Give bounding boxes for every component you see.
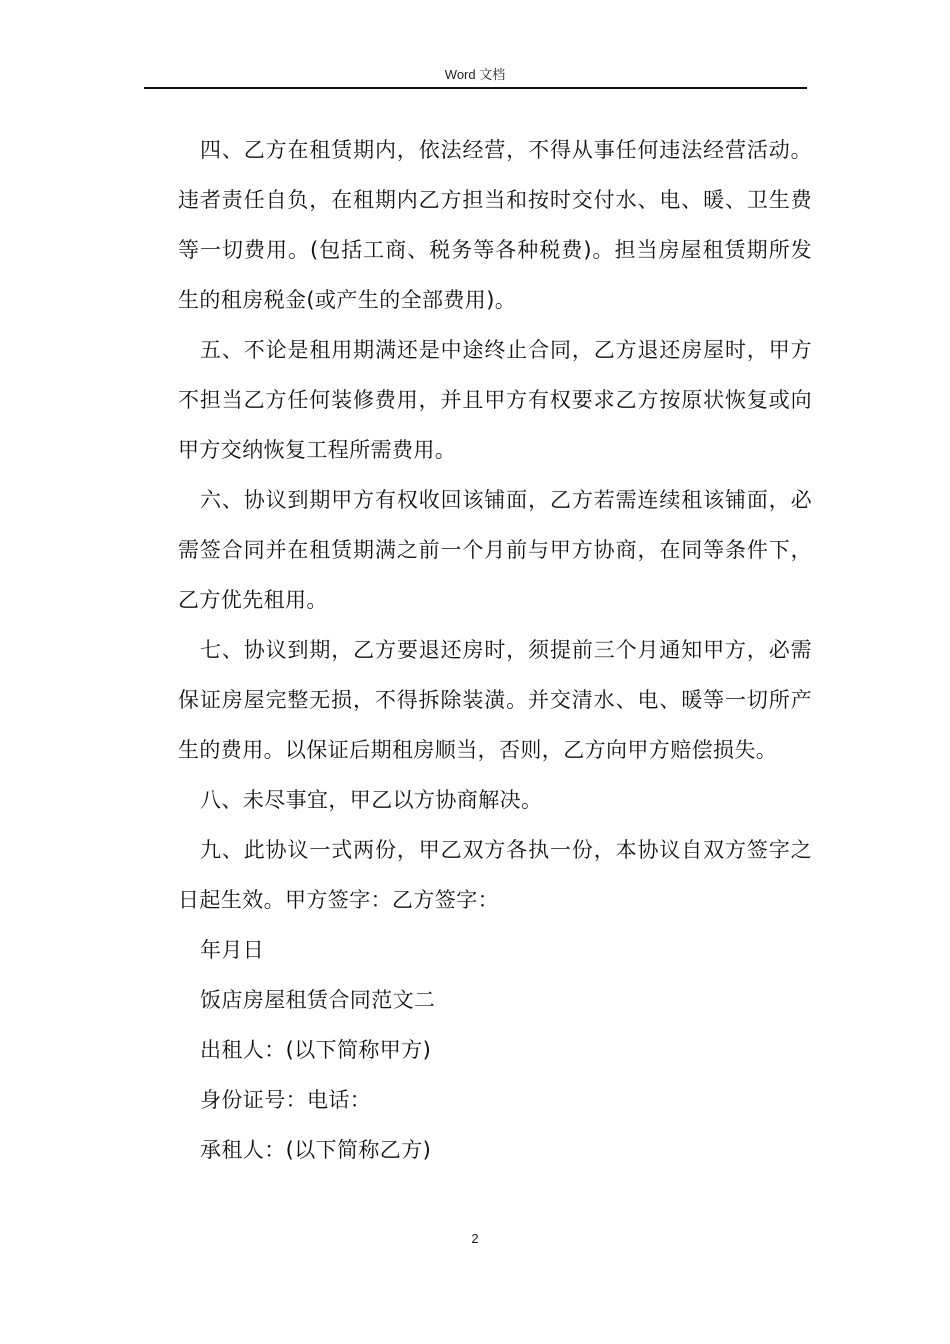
header-divider	[144, 87, 807, 89]
paragraph-clause-4: 四、乙方在租赁期内，依法经营，不得从事任何违法经营活动。违者责任自负，在租期内乙方担当和按时交付水、电、暖、卫生费等一切费用。(包括工商、税务等各种税费)。担当房屋租赁期所发生的租房税金(或产生的全部费用)。	[178, 138, 812, 312]
page-number-text: 2	[471, 1231, 479, 1246]
paragraph-clause-5: 五、不论是租用期满还是中途终止合同，乙方退还房屋时，甲方不担当乙方任何装修费用，并且甲方有权要求乙方按原状恢复或向甲方交纳恢复工程所需费用。	[178, 338, 812, 462]
document-body	[178, 125, 812, 1175]
paragraph-section-title: 饭店房屋租赁合同范文二	[200, 988, 436, 1012]
paragraph-lessee: 承租人：(以下简称乙方)	[200, 1138, 432, 1162]
paragraph-clause-7: 七、协议到期，乙方要退还房时，须提前三个月通知甲方，必需保证房屋完整无损，不得拆除装潢。并交清水、电、暖等一切所产生的费用。以保证后期租房顺当，否则，乙方向甲方赔偿损失。	[178, 638, 812, 762]
paragraph-date-line: 年月日	[200, 938, 265, 962]
paragraph-clause-6: 六、协议到期甲方有权收回该铺面，乙方若需连续租该铺面，必需签合同并在租赁期满之前一个月前与甲方协商，在同等条件下，乙方优先租用。	[178, 488, 812, 612]
paragraph-clause-9: 九、此协议一式两份，甲乙双方各执一份，本协议自双方签字之日起生效。甲方签字：乙方签字：	[178, 838, 812, 912]
page-header	[0, 66, 950, 84]
paragraph-clause-8: 八、未尽事宜，甲乙以方协商解决。	[200, 788, 543, 812]
header-title: Word 文档	[444, 67, 506, 82]
paragraph-lessor: 出租人：(以下简称甲方)	[200, 1038, 432, 1062]
paragraph-id-phone: 身份证号：电话：	[200, 1088, 372, 1112]
page-number	[0, 1231, 950, 1246]
